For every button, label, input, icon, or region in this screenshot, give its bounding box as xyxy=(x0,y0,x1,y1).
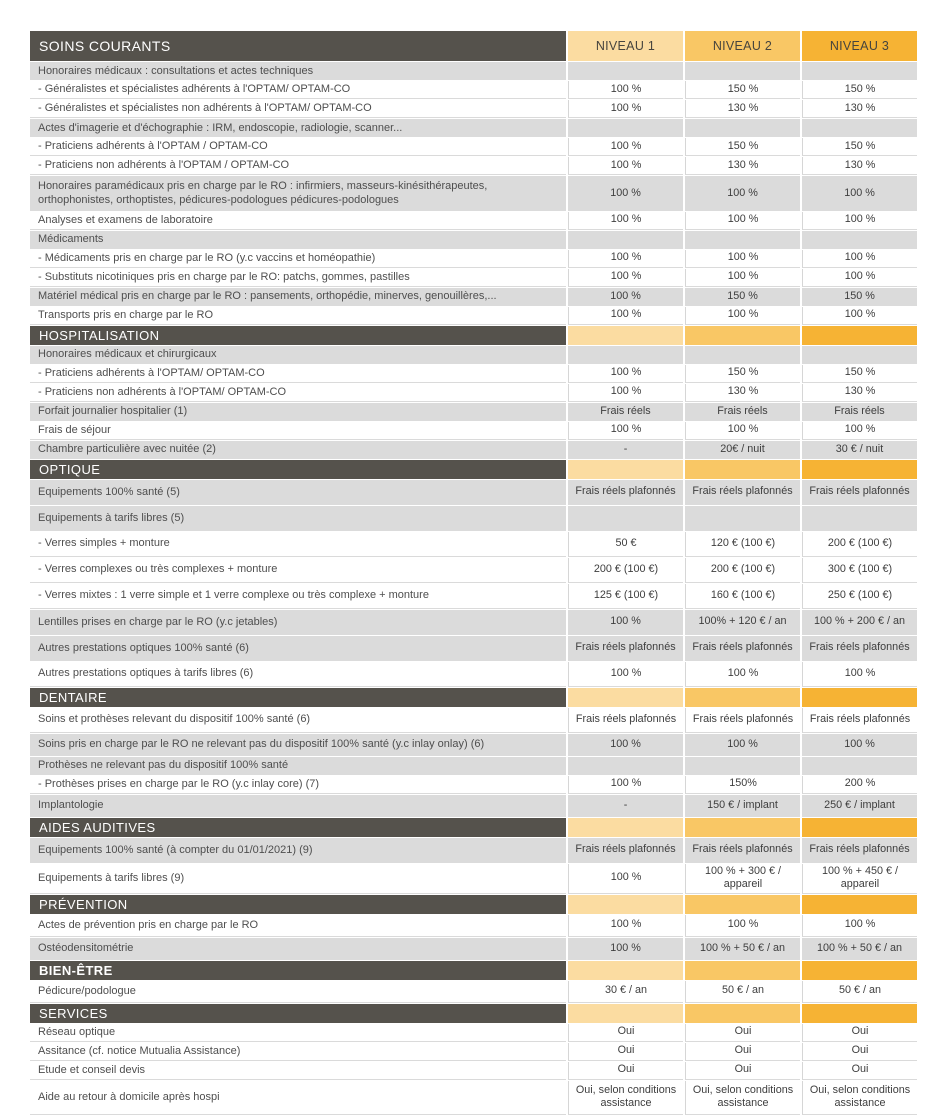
value-niveau-1: Frais réels plafonnés xyxy=(568,708,683,733)
value-niveau-2: 100 % xyxy=(685,250,800,268)
table-row xyxy=(30,795,917,817)
section-row-prevention xyxy=(30,895,917,914)
section-level-cell-niveau-2 xyxy=(685,818,800,837)
table-row xyxy=(30,662,917,687)
value-niveau-1 xyxy=(568,506,683,531)
row-label: - Médicaments pris en charge par le RO (y.c vaccins et homéopathie) xyxy=(30,250,566,268)
value-niveau-1: 100 % xyxy=(568,384,683,402)
table-row xyxy=(30,250,917,268)
row-label: Ostéodensitométrie xyxy=(30,938,566,960)
row-label: Médicaments xyxy=(30,231,566,249)
value-niveau-1: 100 % xyxy=(568,734,683,756)
row-label: - Praticiens non adhérents à l'OPTAM/ OPTAM-CO xyxy=(30,384,566,402)
row-label: Assitance (cf. notice Mutualia Assistance) xyxy=(30,1043,566,1061)
value-niveau-1: 100 % xyxy=(568,422,683,440)
section-level-cell-niveau-1 xyxy=(568,961,683,980)
value-niveau-2: 100 % + 50 € / an xyxy=(685,938,800,960)
table-row xyxy=(30,838,917,863)
value-niveau-2 xyxy=(685,62,800,80)
value-niveau-2: 100% + 120 € / an xyxy=(685,610,800,635)
table-row xyxy=(30,915,917,937)
value-niveau-3: 130 % xyxy=(802,384,917,402)
value-niveau-3: Oui xyxy=(802,1024,917,1042)
value-niveau-2 xyxy=(685,346,800,364)
row-label: - Verres complexes ou très complexes + monture xyxy=(30,558,566,583)
value-niveau-3: 50 € / an xyxy=(802,981,917,1003)
table-row xyxy=(30,365,917,383)
section-level-cell-niveau-2 xyxy=(685,895,800,914)
table-row xyxy=(30,307,917,325)
value-niveau-3: 100 % + 450 € / appareil xyxy=(802,864,917,894)
column-header-niveau-1: NIVEAU 1 xyxy=(568,31,683,61)
table-row xyxy=(30,532,917,557)
section-level-cell-niveau-1 xyxy=(568,895,683,914)
section-title-services: SERVICES xyxy=(30,1004,566,1023)
row-label: Actes d'imagerie et d'échographie : IRM, endoscopie, radiologie, scanner... xyxy=(30,119,566,137)
section-title-bien-etre: BIEN-ÊTRE xyxy=(30,961,566,980)
value-niveau-3: Frais réels plafonnés xyxy=(802,708,917,733)
value-niveau-2: Frais réels plafonnés xyxy=(685,636,800,661)
section-row-dentaire xyxy=(30,688,917,707)
value-niveau-3: 100 % xyxy=(802,734,917,756)
row-label: Autres prestations optiques à tarifs libres (6) xyxy=(30,662,566,687)
value-niveau-3: 100 % xyxy=(802,915,917,937)
section-row-services xyxy=(30,1004,917,1023)
section-title-dentaire: DENTAIRE xyxy=(30,688,566,707)
table-row xyxy=(30,864,917,894)
table-row xyxy=(30,62,917,80)
row-label: Equipements 100% santé (5) xyxy=(30,480,566,505)
section-level-cell-niveau-1 xyxy=(568,326,683,345)
value-niveau-1: 100 % xyxy=(568,100,683,118)
table-row xyxy=(30,584,917,609)
table-row xyxy=(30,938,917,960)
value-niveau-3 xyxy=(802,119,917,137)
value-niveau-3: 150 % xyxy=(802,365,917,383)
value-niveau-3: 100 % + 50 € / an xyxy=(802,938,917,960)
table-row xyxy=(30,1062,917,1080)
value-niveau-3: 130 % xyxy=(802,157,917,175)
section-row-bien-etre xyxy=(30,961,917,980)
row-label: Prothèses ne relevant pas du dispositif 100% santé xyxy=(30,757,566,775)
value-niveau-1: 100 % xyxy=(568,81,683,99)
section-level-cell-niveau-2 xyxy=(685,688,800,707)
section-title-prevention: PRÉVENTION xyxy=(30,895,566,914)
value-niveau-3: Frais réels plafonnés xyxy=(802,838,917,863)
value-niveau-1: 100 % xyxy=(568,864,683,894)
value-niveau-2: 130 % xyxy=(685,384,800,402)
row-label: Aide au retour à domicile après hospi xyxy=(30,1081,566,1115)
value-niveau-1: 100 % xyxy=(568,269,683,287)
value-niveau-1: 125 € (100 €) xyxy=(568,584,683,609)
row-label: Soins pris en charge par le RO ne relevant pas du dispositif 100% santé (y.c inlay onlay) (6) xyxy=(30,734,566,756)
section-title-soins-courants: SOINS COURANTS xyxy=(30,31,566,61)
value-niveau-2 xyxy=(685,231,800,249)
table-row xyxy=(30,288,917,306)
value-niveau-2: 100 % xyxy=(685,307,800,325)
row-label: - Praticiens non adhérents à l'OPTAM / OPTAM-CO xyxy=(30,157,566,175)
value-niveau-2: Oui xyxy=(685,1043,800,1061)
value-niveau-1: - xyxy=(568,441,683,459)
section-level-cell-niveau-3 xyxy=(802,688,917,707)
value-niveau-1: 30 € / an xyxy=(568,981,683,1003)
section-title-hospitalisation: HOSPITALISATION xyxy=(30,326,566,345)
value-niveau-3: Frais réels xyxy=(802,403,917,421)
value-niveau-1: 200 € (100 €) xyxy=(568,558,683,583)
section-row-soins-courants xyxy=(30,31,917,61)
row-label: Actes de prévention pris en charge par le RO xyxy=(30,915,566,937)
row-label: Equipements à tarifs libres (5) xyxy=(30,506,566,531)
row-label: - Praticiens adhérents à l'OPTAM/ OPTAM-CO xyxy=(30,365,566,383)
value-niveau-3: 150 % xyxy=(802,81,917,99)
table-row xyxy=(30,422,917,440)
value-niveau-3: 100 % xyxy=(802,307,917,325)
section-level-cell-niveau-1 xyxy=(568,688,683,707)
section-level-cell-niveau-1 xyxy=(568,818,683,837)
row-label: - Prothèses prises en charge par le RO (y.c inlay core) (7) xyxy=(30,776,566,794)
row-label: Forfait journalier hospitalier (1) xyxy=(30,403,566,421)
value-niveau-2 xyxy=(685,119,800,137)
value-niveau-2: Frais réels plafonnés xyxy=(685,480,800,505)
row-label: Réseau optique xyxy=(30,1024,566,1042)
value-niveau-1: Frais réels plafonnés xyxy=(568,480,683,505)
value-niveau-3: 250 € / implant xyxy=(802,795,917,817)
table-row xyxy=(30,231,917,249)
table-row xyxy=(30,757,917,775)
row-label: - Verres mixtes : 1 verre simple et 1 verre complexe ou très complexe + monture xyxy=(30,584,566,609)
value-niveau-1: Oui xyxy=(568,1062,683,1080)
table-row xyxy=(30,708,917,733)
table-row xyxy=(30,558,917,583)
row-label: - Verres simples + monture xyxy=(30,532,566,557)
value-niveau-1: 100 % xyxy=(568,307,683,325)
value-niveau-2: 160 € (100 €) xyxy=(685,584,800,609)
section-level-cell-niveau-1 xyxy=(568,460,683,479)
value-niveau-3: Oui xyxy=(802,1062,917,1080)
value-niveau-1 xyxy=(568,231,683,249)
value-niveau-2 xyxy=(685,506,800,531)
column-header-niveau-3: NIVEAU 3 xyxy=(802,31,917,61)
value-niveau-1: 100 % xyxy=(568,662,683,687)
value-niveau-2: 150 € / implant xyxy=(685,795,800,817)
table-row xyxy=(30,1081,917,1115)
value-niveau-1: 100 % xyxy=(568,176,683,211)
value-niveau-2: 100 % xyxy=(685,734,800,756)
table-row xyxy=(30,610,917,635)
value-niveau-3: 100 % + 200 € / an xyxy=(802,610,917,635)
value-niveau-2: Oui, selon conditions assistance xyxy=(685,1081,800,1115)
value-niveau-1 xyxy=(568,757,683,775)
value-niveau-2: 120 € (100 €) xyxy=(685,532,800,557)
table-row xyxy=(30,384,917,402)
value-niveau-1: Frais réels plafonnés xyxy=(568,636,683,661)
value-niveau-2 xyxy=(685,757,800,775)
value-niveau-3: Frais réels plafonnés xyxy=(802,480,917,505)
value-niveau-3: 100 % xyxy=(802,422,917,440)
value-niveau-1: 100 % xyxy=(568,365,683,383)
table-row xyxy=(30,176,917,211)
value-niveau-1 xyxy=(568,62,683,80)
value-niveau-2: 100 % xyxy=(685,422,800,440)
value-niveau-2: 100 % xyxy=(685,176,800,211)
table-row xyxy=(30,119,917,137)
value-niveau-3 xyxy=(802,757,917,775)
row-label: Etude et conseil devis xyxy=(30,1062,566,1080)
table-row xyxy=(30,981,917,1003)
table-row xyxy=(30,100,917,118)
value-niveau-2: Frais réels xyxy=(685,403,800,421)
row-label: Honoraires paramédicaux pris en charge par le RO : infirmiers, masseurs-kinésithérapeutes, orthophonistes, orthoptistes, pédicures-podologues pédicures-podologues xyxy=(30,176,566,211)
value-niveau-1: Frais réels xyxy=(568,403,683,421)
value-niveau-3: 250 € (100 €) xyxy=(802,584,917,609)
value-niveau-1: 100 % xyxy=(568,938,683,960)
table-row xyxy=(30,403,917,421)
value-niveau-1: Frais réels plafonnés xyxy=(568,838,683,863)
section-level-cell-niveau-3 xyxy=(802,326,917,345)
section-title-aides-auditives: AIDES AUDITIVES xyxy=(30,818,566,837)
value-niveau-2: 100 % + 300 € / appareil xyxy=(685,864,800,894)
value-niveau-1: 100 % xyxy=(568,138,683,156)
value-niveau-1 xyxy=(568,119,683,137)
section-level-cell-niveau-3 xyxy=(802,460,917,479)
value-niveau-3: 100 % xyxy=(802,250,917,268)
value-niveau-3 xyxy=(802,506,917,531)
row-label: Transports pris en charge par le RO xyxy=(30,307,566,325)
row-label: Equipements 100% santé (à compter du 01/01/2021) (9) xyxy=(30,838,566,863)
value-niveau-2: 100 % xyxy=(685,269,800,287)
value-niveau-2: 150 % xyxy=(685,365,800,383)
value-niveau-2: 130 % xyxy=(685,100,800,118)
table-row xyxy=(30,776,917,794)
value-niveau-1: Oui xyxy=(568,1043,683,1061)
value-niveau-2: 100 % xyxy=(685,662,800,687)
table-row xyxy=(30,138,917,156)
value-niveau-1: 50 € xyxy=(568,532,683,557)
value-niveau-1: 100 % xyxy=(568,610,683,635)
value-niveau-1: Oui xyxy=(568,1024,683,1042)
table-row xyxy=(30,734,917,756)
row-label: Pédicure/podologue xyxy=(30,981,566,1003)
value-niveau-1: 100 % xyxy=(568,250,683,268)
value-niveau-1: Oui, selon conditions assistance xyxy=(568,1081,683,1115)
section-row-hospitalisation xyxy=(30,326,917,345)
row-label: Lentilles prises en charge par le RO (y.c jetables) xyxy=(30,610,566,635)
value-niveau-2: Frais réels plafonnés xyxy=(685,708,800,733)
value-niveau-3: 200 % xyxy=(802,776,917,794)
value-niveau-3: 100 % xyxy=(802,662,917,687)
section-level-cell-niveau-3 xyxy=(802,1004,917,1023)
value-niveau-3: Frais réels plafonnés xyxy=(802,636,917,661)
row-label: Equipements à tarifs libres (9) xyxy=(30,864,566,894)
row-label: - Généralistes et spécialistes non adhérents à l'OPTAM/ OPTAM-CO xyxy=(30,100,566,118)
value-niveau-3: 100 % xyxy=(802,176,917,211)
row-label: - Substituts nicotiniques pris en charge par le RO: patchs, gommes, pastilles xyxy=(30,269,566,287)
row-label: Analyses et examens de laboratoire xyxy=(30,212,566,230)
value-niveau-2: 150 % xyxy=(685,288,800,306)
value-niveau-3: 300 € (100 €) xyxy=(802,558,917,583)
value-niveau-2: Frais réels plafonnés xyxy=(685,838,800,863)
value-niveau-3: 100 % xyxy=(802,269,917,287)
row-label: Matériel médical pris en charge par le RO : pansements, orthopédie, minerves, genouillères,... xyxy=(30,288,566,306)
coverage-table xyxy=(28,30,919,1116)
value-niveau-2: 200 € (100 €) xyxy=(685,558,800,583)
value-niveau-1: 100 % xyxy=(568,288,683,306)
value-niveau-2: Oui xyxy=(685,1062,800,1080)
column-header-niveau-2: NIVEAU 2 xyxy=(685,31,800,61)
insurance-benefits-page xyxy=(28,30,915,1116)
section-level-cell-niveau-1 xyxy=(568,1004,683,1023)
value-niveau-2: 130 % xyxy=(685,157,800,175)
value-niveau-3 xyxy=(802,346,917,364)
value-niveau-1: 100 % xyxy=(568,776,683,794)
table-row xyxy=(30,157,917,175)
value-niveau-2: Oui xyxy=(685,1024,800,1042)
value-niveau-1: - xyxy=(568,795,683,817)
value-niveau-1: 100 % xyxy=(568,212,683,230)
row-label: Soins et prothèses relevant du dispositif 100% santé (6) xyxy=(30,708,566,733)
section-row-optique xyxy=(30,460,917,479)
section-level-cell-niveau-2 xyxy=(685,326,800,345)
value-niveau-2: 100 % xyxy=(685,212,800,230)
row-label: Honoraires médicaux et chirurgicaux xyxy=(30,346,566,364)
value-niveau-3: 30 € / nuit xyxy=(802,441,917,459)
value-niveau-2: 150 % xyxy=(685,138,800,156)
value-niveau-2: 20€ / nuit xyxy=(685,441,800,459)
section-level-cell-niveau-3 xyxy=(802,961,917,980)
table-row xyxy=(30,1043,917,1061)
section-level-cell-niveau-3 xyxy=(802,818,917,837)
row-label: - Généralistes et spécialistes adhérents à l'OPTAM/ OPTAM-CO xyxy=(30,81,566,99)
table-row xyxy=(30,269,917,287)
section-level-cell-niveau-3 xyxy=(802,895,917,914)
value-niveau-1 xyxy=(568,346,683,364)
value-niveau-3: 150 % xyxy=(802,138,917,156)
section-row-aides-auditives xyxy=(30,818,917,837)
value-niveau-2: 150 % xyxy=(685,81,800,99)
row-label: Autres prestations optiques 100% santé (6) xyxy=(30,636,566,661)
value-niveau-2: 150% xyxy=(685,776,800,794)
value-niveau-3: 100 % xyxy=(802,212,917,230)
table-row xyxy=(30,441,917,459)
section-title-optique: OPTIQUE xyxy=(30,460,566,479)
value-niveau-3: 200 € (100 €) xyxy=(802,532,917,557)
value-niveau-1: 100 % xyxy=(568,915,683,937)
table-row xyxy=(30,1024,917,1042)
section-level-cell-niveau-2 xyxy=(685,460,800,479)
row-label: Honoraires médicaux : consultations et actes techniques xyxy=(30,62,566,80)
value-niveau-3: Oui, selon conditions assistance xyxy=(802,1081,917,1115)
row-label: Frais de séjour xyxy=(30,422,566,440)
value-niveau-2: 50 € / an xyxy=(685,981,800,1003)
section-level-cell-niveau-2 xyxy=(685,961,800,980)
value-niveau-3 xyxy=(802,62,917,80)
value-niveau-1: 100 % xyxy=(568,157,683,175)
value-niveau-2: 100 % xyxy=(685,915,800,937)
value-niveau-3: Oui xyxy=(802,1043,917,1061)
table-row xyxy=(30,480,917,505)
row-label: Chambre particulière avec nuitée (2) xyxy=(30,441,566,459)
section-level-cell-niveau-2 xyxy=(685,1004,800,1023)
row-label: - Praticiens adhérents à l'OPTAM / OPTAM-CO xyxy=(30,138,566,156)
table-row xyxy=(30,212,917,230)
value-niveau-3: 150 % xyxy=(802,288,917,306)
value-niveau-3: 130 % xyxy=(802,100,917,118)
table-row xyxy=(30,636,917,661)
table-row xyxy=(30,346,917,364)
row-label: Implantologie xyxy=(30,795,566,817)
table-row xyxy=(30,81,917,99)
table-row xyxy=(30,506,917,531)
value-niveau-3 xyxy=(802,231,917,249)
